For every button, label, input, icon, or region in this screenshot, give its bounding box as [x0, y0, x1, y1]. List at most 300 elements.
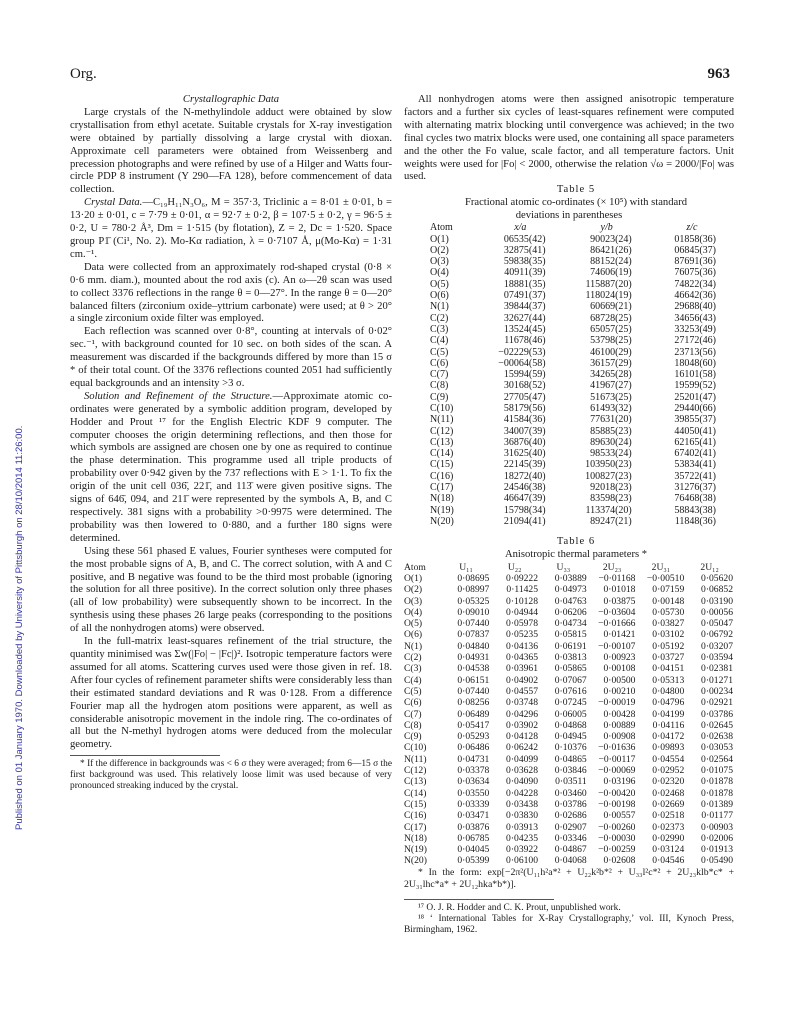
value-cell: 0·05815	[554, 629, 587, 641]
value-cell: 0·04045	[457, 844, 490, 856]
atom-cell: C(16)	[430, 470, 454, 482]
atom-cell: O(5)	[430, 278, 449, 290]
value-cell: 0·04944	[506, 606, 539, 618]
atom-cell: N(1)	[404, 640, 423, 652]
paragraph-text: —Approximate atomic co-ordinates were generated by a symbolic addition program, developed by Hodder and Prout ¹⁷ for the English Electric KDF 9 computer. The computer chooses the origin determining reflections, and then those for which symbols are assigned are chosen one by one as required to continue the phase determination. This programme used all triple products of probability over 0·942 given by the 737 reflections with E > 1·1. To fix the origin of the unit cell 036̄, 221̄, and 113̄ were given positive signs. The signs of 646̄, 094, and 211̄ were represented by the symbols A, B, and C respectively. 381 signs with a probability >0·9975 were determined. The probability was then lowered to 0·880, and a further 180 signs were determined.	[70, 390, 392, 544]
value-cell: 18048(60)	[674, 357, 716, 369]
value-cell: 36157(29)	[590, 357, 632, 369]
value-cell: 0·02921	[701, 697, 733, 709]
atom-cell: N(11)	[430, 414, 454, 426]
value-cell: 0·01177	[701, 810, 733, 822]
atom-cell: O(6)	[404, 629, 423, 641]
table-row	[404, 629, 734, 640]
value-cell: 0·03786	[701, 708, 733, 720]
value-cell: 0·07159	[652, 584, 685, 596]
value-cell: 0·02669	[652, 798, 685, 810]
atom-cell: C(14)	[404, 787, 427, 799]
value-cell: 53798(25)	[590, 335, 632, 347]
value-cell: 0·08695	[457, 572, 490, 584]
value-cell: 0·02320	[652, 776, 685, 788]
table-row	[404, 765, 734, 776]
value-cell: 0·06792	[701, 629, 733, 641]
value-cell: 62165(41)	[674, 436, 716, 448]
value-cell: 74822(34)	[674, 278, 716, 290]
value-cell: 0·03471	[457, 810, 490, 822]
table-row	[430, 358, 734, 369]
value-cell: 29688(40)	[674, 301, 716, 313]
paragraph: Data were collected from an approximately rod-shaped crystal (0·8 × 0·6 mm. diam.), mounted about the rod axis (c). An ω—2θ scan was used to collect 3376 reflections in the range θ = 0—27°. In the range θ = 0—20° balanced filters (zirconium oxide–yttrium carbonate) were used; at θ > 20° a single zirconium oxide filter was employed.	[70, 261, 392, 325]
value-cell: 113374(20)	[585, 504, 632, 516]
paragraph-text: —C₁₉H₁₁N₃O₆, M = 357·3, Triclinic a = 8·01 ± 0·01, b = 13·20 ± 0·01, c = 7·79 ± 0·01, α = 92·7 ± 0·2, β = 107·5 ± 0·2, γ = 96·5 ± 0·2, U = 780·2 Å³, Dm = 1·515 (by flotation), Z = 2, Dc = 1·520. Space group P1̄ (Ci¹, No. 2). Mo-Kα radiation, λ = 0·7107 Å, μ(Mo-Kα) = 1·31 cm.⁻¹.	[70, 197, 393, 260]
value-cell: 0·03594	[701, 652, 733, 664]
table-row	[430, 313, 734, 324]
column-header: z/c	[686, 222, 698, 234]
side-note-text[interactable]: Published on 01 January 1970. Downloaded by University of Pittsburgh on 28/10/2014 11:26:00.	[14, 425, 25, 830]
run-in-heading: Crystal Data.	[84, 197, 143, 209]
atom-cell: C(17)	[430, 482, 454, 494]
value-cell: 25201(47)	[674, 391, 716, 403]
value-cell: 0·07440	[457, 618, 490, 630]
value-cell: 0·01018	[603, 584, 636, 596]
value-cell: 27705(47)	[503, 391, 546, 403]
table-row	[430, 256, 734, 267]
value-cell: 0·00056	[701, 606, 733, 618]
atom-cell: C(7)	[404, 708, 422, 720]
value-cell: 0·05730	[652, 606, 685, 618]
value-cell: 0·00148	[652, 595, 685, 607]
value-cell: 0·03846	[554, 765, 587, 777]
value-cell: 13524(45)	[503, 323, 546, 335]
value-cell: 0·06191	[554, 640, 587, 652]
value-cell: 0·03438	[506, 798, 539, 810]
value-cell: 0·04796	[652, 697, 685, 709]
table-row	[430, 437, 734, 448]
atom-cell: N(19)	[430, 504, 454, 516]
value-cell: 0·03207	[701, 640, 733, 652]
value-cell: 0·00889	[603, 719, 636, 731]
table-row	[404, 855, 734, 866]
atom-cell: O(3)	[430, 256, 449, 268]
value-cell: 0·07245	[554, 697, 587, 709]
value-cell: 0·06489	[457, 708, 490, 720]
atom-cell: O(4)	[430, 267, 449, 279]
atom-cell: C(2)	[430, 312, 449, 324]
value-cell: 0·04554	[652, 753, 685, 765]
value-cell: 0·03748	[506, 697, 539, 709]
value-cell: 41584(36)	[503, 414, 546, 426]
value-cell: 0·04136	[506, 640, 539, 652]
value-cell: 0·05047	[701, 618, 733, 630]
atom-cell: C(4)	[404, 674, 422, 686]
value-cell: 51673(25)	[590, 391, 632, 403]
value-cell: 40911(39)	[504, 267, 546, 279]
atom-cell: C(5)	[430, 346, 449, 358]
table-row	[430, 369, 734, 380]
table-row	[404, 799, 734, 810]
value-cell: −0·01666	[598, 618, 636, 630]
value-cell: 0·02907	[554, 821, 587, 833]
value-cell: 0·03628	[506, 765, 539, 777]
value-cell: 0·04546	[652, 855, 685, 867]
value-cell: 0·06151	[457, 674, 490, 686]
value-cell: 0·04296	[506, 708, 539, 720]
paragraph: Large crystals of the N-methylindole adduct were obtained by slow crystallisation from ethyl acetate. Suitable crystals for X-ray investigation were obtained by partially dissolving a large crystal with dioxan. Approximate cell parameters were obtained from Weissenberg and precession photographs and were refined by use of a Hilger and Watts four-circle PDP 8 instrument (Y 290—FA 128), before commencement of data collection.	[70, 106, 392, 196]
value-cell: 0·04365	[506, 652, 539, 664]
column-header: y/b	[600, 222, 613, 234]
value-cell: 0·06486	[457, 742, 490, 754]
atom-cell: N(19)	[404, 844, 427, 856]
value-cell: 61493(32)	[590, 403, 632, 414]
value-cell: 0·09893	[652, 742, 685, 754]
table-row	[404, 720, 734, 731]
value-cell: 89630(24)	[590, 436, 632, 448]
value-cell: 0·04867	[554, 844, 587, 856]
atom-cell: C(10)	[430, 403, 454, 414]
value-cell: 0·03876	[457, 821, 490, 833]
value-cell: −0·00107	[598, 640, 636, 652]
value-cell: −0·00030	[598, 832, 636, 844]
column-header: 2U₃₁	[651, 561, 671, 573]
paragraph: Using these 561 phased E values, Fourier syntheses were computed for the most probable signs of A, B, and C. The correct solution, with A and C positive, and B negative was found to be the third most probable (ignoring the solution for all three positive). In the correct solution only three phases (all of low probability) were subsequently shown to be incorrect. In the synthesis using these phases 26 large peaks (corresponding to the positions of all the nonhydrogen atoms) were observed.	[70, 545, 392, 635]
value-cell: 0·04865	[554, 753, 587, 765]
value-cell: 0·03346	[554, 832, 587, 844]
value-cell: 0·00908	[603, 731, 636, 743]
table-row	[404, 742, 734, 753]
value-cell: 76468(38)	[674, 493, 716, 505]
value-cell: 0·05978	[506, 618, 539, 630]
table-row	[404, 731, 734, 742]
value-cell: −0·00198	[598, 798, 636, 810]
value-cell: 0·00557	[603, 810, 636, 822]
value-cell: 0·04151	[652, 663, 685, 675]
value-cell: 0·00108	[603, 663, 636, 675]
value-cell: 0·04116	[652, 719, 685, 731]
value-cell: 22145(39)	[503, 459, 546, 471]
value-cell: 60669(21)	[590, 301, 632, 313]
atom-cell: N(20)	[430, 515, 454, 527]
atom-cell: N(18)	[404, 832, 427, 844]
table-row	[404, 833, 734, 844]
table-row	[430, 448, 734, 459]
atom-cell: O(1)	[430, 233, 449, 245]
table-row	[430, 324, 734, 335]
column-header: Atom	[430, 222, 453, 234]
value-cell: 15798(34)	[503, 504, 546, 516]
side-note	[2, 190, 25, 870]
value-cell: 31625(40)	[503, 448, 546, 460]
value-cell: 0·03786	[554, 798, 587, 810]
value-cell: 0·03102	[652, 629, 685, 641]
value-cell: 0·10376	[554, 742, 587, 754]
value-cell: 103950(23)	[585, 459, 632, 471]
value-cell: 0·02952	[652, 765, 685, 777]
atom-cell: N(18)	[430, 493, 454, 505]
table-row	[404, 652, 734, 663]
value-cell: −0·00069	[598, 765, 636, 777]
references	[404, 899, 734, 936]
table-row	[430, 516, 734, 527]
value-cell: 0·06005	[554, 708, 587, 720]
atom-cell: C(12)	[430, 425, 454, 437]
value-cell: 0·00234	[701, 685, 733, 697]
value-cell: −0·00420	[598, 787, 636, 799]
table-row	[430, 403, 734, 414]
value-cell: 06845(37)	[674, 244, 716, 256]
value-cell: 0·03053	[701, 742, 733, 754]
value-cell: 76075(36)	[674, 267, 716, 279]
table-row	[404, 641, 734, 652]
table6-caption: Anisotropic thermal parameters *	[504, 549, 648, 561]
table-row	[404, 754, 734, 765]
value-cell: 0·04800	[652, 685, 685, 697]
value-cell: 0·04734	[554, 618, 587, 630]
value-cell: 0·03961	[506, 663, 539, 675]
section-title: Crystallographic Data	[182, 94, 280, 105]
table-row	[404, 675, 734, 686]
footnote-text: * If the difference in backgrounds was < 6 σ they were averaged; from 6—15 σ the first background was used. This relatively loose limit was used because of very pronounced streaking induced by the crystal.	[70, 759, 392, 792]
column-header: U₁₁	[459, 561, 473, 573]
value-cell: 35722(41)	[674, 470, 716, 482]
value-cell: 29440(66)	[674, 403, 716, 414]
column-header: U₃₃	[556, 561, 571, 573]
atom-cell: N(1)	[430, 301, 449, 313]
page-number: 963	[707, 66, 730, 82]
value-cell: 0·05490	[701, 855, 733, 867]
table-row	[430, 392, 734, 403]
table5	[430, 222, 734, 527]
value-cell: 0·05620	[701, 572, 733, 584]
atom-cell: C(8)	[430, 380, 449, 392]
paragraph: All nonhydrogen atoms were then assigned anisotropic temperature factors and a further six cycles of least-squares refinement were computed with alternating matrix blocking until convergence was achieved; in the two final cycles two matrix blocks were used, one containing all space parameters and the other the Fo value, scale factor, and all temperature factors. Unit weights were used for |Fo| < 2000, otherwise the relation √ω = 2000/|Fo| was used.	[404, 94, 734, 183]
paragraph: Each reflection was scanned over 0·8°, counting at intervals of 0·02° sec.⁻¹, with background counted for 10 sec. on both sides of the scan. A measurement was discarded if the backgrounds differed by more than 15 σ * of their total count. Of the 3376 reflections counted 2051 had sufficiently equal backgrounds and an intensity >3 σ.	[70, 326, 392, 389]
value-cell: 0·02373	[652, 821, 685, 833]
atom-cell: C(9)	[430, 391, 449, 403]
table-row	[430, 267, 734, 278]
value-cell: 0·01878	[701, 776, 733, 788]
value-cell: 89247(21)	[590, 515, 632, 527]
atom-cell: C(7)	[430, 369, 449, 381]
value-cell: 39855(37)	[674, 414, 716, 426]
value-cell: 23713(56)	[674, 346, 716, 358]
value-cell: 0·08256	[457, 697, 490, 709]
column-header: 2U₁₂	[700, 561, 719, 573]
value-cell: 0·04763	[554, 595, 587, 607]
atom-cell: C(5)	[404, 685, 422, 697]
atom-cell: C(3)	[404, 663, 422, 675]
value-cell: 0·07837	[457, 629, 490, 641]
atom-cell: C(9)	[404, 731, 422, 743]
value-cell: 0·04172	[652, 731, 685, 743]
value-cell: 0·00428	[603, 708, 636, 720]
value-cell: 67402(41)	[674, 448, 716, 460]
value-cell: 32627(44)	[503, 312, 546, 324]
value-cell: 0·03124	[652, 844, 685, 856]
table-row	[430, 279, 734, 290]
value-cell: 0·03830	[506, 810, 539, 822]
table-row	[404, 584, 734, 595]
value-cell: 0·02518	[652, 810, 685, 822]
value-cell: 34656(43)	[674, 312, 716, 324]
value-cell: 0·03634	[457, 776, 490, 788]
atom-cell: O(6)	[430, 290, 449, 302]
value-cell: 0·02381	[701, 663, 733, 675]
value-cell: 0·05417	[457, 719, 490, 731]
table-row	[404, 686, 734, 697]
atom-cell: O(2)	[430, 244, 449, 256]
value-cell: 33253(49)	[674, 323, 716, 335]
table-row	[404, 607, 734, 618]
value-cell: 0·04973	[554, 584, 587, 596]
value-cell: 0·03550	[457, 787, 490, 799]
table-row	[430, 301, 734, 312]
value-cell: 0·04840	[457, 640, 490, 652]
value-cell: 0·04199	[652, 708, 685, 720]
value-cell: −0·03604	[598, 606, 636, 618]
table-row	[404, 822, 734, 833]
run-in-heading: Solution and Refinement of the Structure.	[84, 390, 273, 402]
table-row	[404, 596, 734, 607]
value-cell: −0·00260	[598, 821, 636, 833]
footnote	[70, 759, 392, 792]
atom-cell: N(11)	[404, 753, 427, 765]
column-header: U₂₂	[507, 561, 522, 573]
value-cell: −00064(58)	[498, 357, 546, 369]
table5-caption: Fractional atomic co-ordinates (× 10⁵) with standard deviations in parentheses	[464, 197, 688, 221]
value-cell: 0·04128	[506, 731, 539, 743]
table6	[404, 562, 734, 867]
value-cell: 11848(36)	[674, 515, 716, 527]
value-cell: 01858(36)	[674, 233, 716, 245]
table-row	[430, 245, 734, 256]
value-cell: 0·03196	[603, 776, 636, 788]
column-header: x/a	[514, 222, 527, 234]
atom-cell: C(3)	[430, 323, 449, 335]
value-cell: 11678(46)	[504, 335, 546, 347]
value-cell: 0·07067	[554, 674, 587, 686]
value-cell: 0·02006	[701, 832, 733, 844]
value-cell: 0·05313	[652, 674, 685, 686]
value-cell: 0·06785	[457, 832, 490, 844]
atom-cell: C(13)	[430, 436, 454, 448]
value-cell: 0·09010	[457, 606, 490, 618]
value-cell: 0·01878	[701, 787, 733, 799]
value-cell: 68728(25)	[590, 312, 632, 324]
value-cell: 0·07616	[554, 685, 587, 697]
references-rule	[404, 899, 554, 900]
value-cell: 0·01913	[701, 844, 733, 856]
value-cell: 0·01389	[701, 798, 733, 810]
value-cell: 0·04931	[457, 652, 490, 664]
atom-cell: C(2)	[404, 652, 422, 664]
table-row	[430, 505, 734, 516]
reference-18: ¹⁸ ‘ International Tables for X-Ray Crystallography,’ vol. III, Kynoch Press, Birmingham, 1962.	[404, 913, 734, 935]
value-cell: 16101(58)	[674, 369, 716, 381]
value-cell: 0·00903	[701, 821, 733, 833]
value-cell: 24546(38)	[503, 482, 546, 494]
value-cell: 36876(40)	[503, 436, 546, 448]
right-column	[404, 94, 734, 936]
table-row	[404, 618, 734, 629]
value-cell: 39844(37)	[503, 301, 546, 313]
value-cell: 0·03511	[555, 776, 587, 788]
value-cell: −0·01168	[598, 572, 636, 584]
value-cell: 0·02564	[701, 753, 733, 765]
reference-17: ¹⁷ O. J. R. Hodder and C. K. Prout, unpublished work.	[418, 902, 621, 913]
value-cell: 98533(24)	[590, 448, 632, 460]
atom-cell: C(13)	[404, 776, 427, 788]
value-cell: 0·04902	[506, 674, 539, 686]
table-row	[430, 482, 734, 493]
atom-cell: C(16)	[404, 810, 427, 822]
atom-cell: C(8)	[404, 719, 422, 731]
value-cell: 0·01271	[701, 674, 733, 686]
value-cell: 53834(41)	[674, 459, 716, 471]
table-row	[430, 290, 734, 301]
journal-header: Org.	[70, 66, 97, 82]
column-header: Atom	[404, 561, 426, 573]
value-cell: 0·08997	[457, 584, 490, 596]
value-cell: 0·06852	[701, 584, 733, 596]
value-cell: 0·04538	[457, 663, 490, 675]
value-cell: 0·06100	[506, 855, 539, 867]
table5-title: Table 5	[556, 184, 596, 196]
table-row	[430, 471, 734, 482]
atom-cell: O(1)	[404, 572, 423, 584]
table-row	[404, 788, 734, 799]
value-cell: 0·04731	[457, 753, 490, 765]
value-cell: 0·01421	[603, 629, 636, 641]
value-cell: 0·06242	[506, 742, 539, 754]
value-cell: 85885(23)	[590, 425, 632, 437]
value-cell: 74606(19)	[590, 267, 632, 279]
table-row	[430, 234, 734, 245]
column-header: 2U₂₃	[602, 561, 622, 573]
value-cell: 0·03875	[603, 595, 636, 607]
table-row	[430, 380, 734, 391]
atom-cell: C(12)	[404, 765, 427, 777]
value-cell: 59838(35)	[503, 256, 546, 268]
value-cell: 0·04228	[506, 787, 539, 799]
value-cell: 15994(59)	[503, 369, 546, 381]
value-cell: 0·06206	[554, 606, 587, 618]
value-cell: 0·01075	[701, 765, 733, 777]
table-row	[404, 709, 734, 720]
atom-cell: C(15)	[404, 798, 427, 810]
value-cell: 0·03889	[554, 572, 587, 584]
atom-cell: C(6)	[430, 357, 449, 369]
table-row	[430, 459, 734, 470]
value-cell: 30168(52)	[503, 380, 546, 392]
value-cell: 44050(41)	[674, 425, 716, 437]
value-cell: 0·00500	[603, 674, 636, 686]
left-column	[70, 94, 392, 792]
value-cell: 0·04090	[506, 776, 539, 788]
atom-cell: N(20)	[404, 855, 427, 867]
value-cell: 0·03727	[652, 652, 685, 664]
value-cell: 0·05192	[652, 640, 685, 652]
value-cell: 18272(40)	[503, 470, 546, 482]
value-cell: 31276(37)	[674, 482, 716, 494]
table-row	[404, 573, 734, 584]
value-cell: 0·03190	[701, 595, 733, 607]
atom-cell: C(15)	[430, 459, 454, 471]
value-cell: 0·03339	[457, 798, 490, 810]
value-cell: 65057(25)	[590, 323, 632, 335]
value-cell: 118024(19)	[585, 290, 632, 302]
value-cell: 0·05235	[506, 629, 539, 641]
value-cell: −0·01636	[598, 742, 636, 754]
value-cell: 0·04235	[506, 832, 539, 844]
